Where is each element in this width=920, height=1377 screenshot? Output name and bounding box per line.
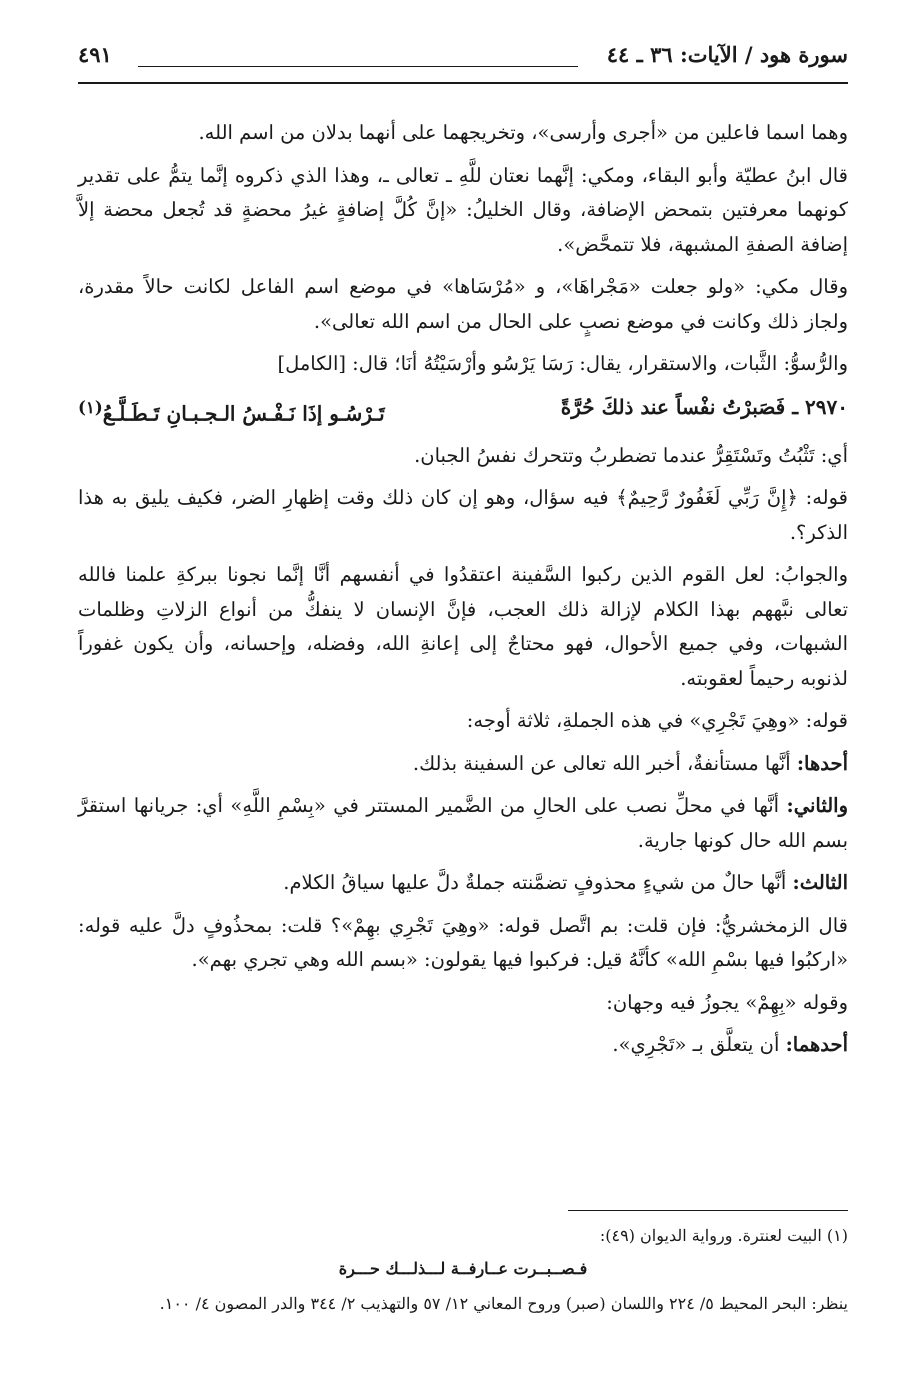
page-number: ٤٩١ <box>78 42 112 67</box>
main-text <box>78 116 848 1071</box>
page-header <box>78 40 848 84</box>
paragraph: قوله: ﴿إِنَّ رَبِّي لَغَفُورٌ رَّحِيمٌ﴾ فيه سؤال، وهو إن كان ذلك وقت إظهارِ الضر، فكيف يليق به هذا الذكر؟. <box>78 486 848 544</box>
paragraph-label: الثالث: <box>792 871 848 895</box>
paragraph: أي: تَثْبُتُ وتَسْتَقِرُّ عندما تضطربُ وتتحرك نفسُ الجبان. <box>414 443 848 467</box>
footnote-verse: فـصــبــرت عــارفــة لـــذلـــك حـــرة <box>338 1259 588 1278</box>
paragraph: وهما اسما فاعلين من «أجرى وأرسى»، وتخريجهما على أنهما بدلان من اسم الله. <box>198 121 848 144</box>
header-rule-short <box>138 66 578 67</box>
paragraph: والرُّسوُّ: الثَّبات، والاستقرار، يقال: رَسَا يَرْسُو وأرْسَيْتُهُ أنَا؛ قال: [الكامل] <box>277 352 848 375</box>
running-title: سورة هود / الآيات: ٣٦ ـ ٤٤ <box>606 42 848 67</box>
poetry-verse <box>78 390 848 431</box>
header-rule <box>78 82 848 84</box>
paragraph: قال ابنُ عطيّة وأبو البقاء، ومكي: إنَّهما نعتان للَّهِ ـ تعالى ـ، وهذا الذي ذكروه إنَّما يتمُّ على تقدير كونهما معرفتين بتمحض الإضافة، وقال الخليلُ: «إنَّ كُلَّ إضافةٍ غيرُ محضةٍ قد تُجعل محضة إلاَّ إضافة الصفةِ المشبهة، فلا تتمحَّض». <box>78 163 848 256</box>
labeled-paragraph <box>78 747 848 782</box>
paragraph: قوله: «وهِيَ تَجْرِي» في هذه الجملةِ، ثلاثة أوجه: <box>466 709 848 733</box>
paragraph-text: أن يتعلَّق بـ «تَجْرِي». <box>612 1033 786 1057</box>
paragraph: قال الزمخشريُّ: فإن قلت: بم اتَّصل قوله: «وهِيَ تَجْرِي بهِمْ»؟ قلت: بمحذُوفٍ دلَّ عليه قوله: «اركبُوا فيها بسْمِ الله» كأنَّهُ قيل: فركبوا فيها يقولون: «بسم الله وهي تجري بهم». <box>78 913 848 972</box>
footnote: (١) البيت لعنترة. ورواية الديوان (٤٩): <box>599 1226 848 1245</box>
labeled-paragraph <box>78 1028 848 1063</box>
footnotes <box>78 1222 848 1321</box>
page <box>78 40 848 1360</box>
verse-number: ٢٩٧٠ <box>805 394 848 419</box>
paragraph-text: أنَّها حالٌ من شيءٍ محذوفٍ تضمَّنته جملةٌ دلَّ عليها سياقُ الكلام. <box>283 871 793 895</box>
paragraph-label: والثاني: <box>786 794 848 818</box>
paragraph: وقوله «بِهِمْ» يجوزُ فيه وجهان: <box>606 990 848 1014</box>
paragraph-text: أنَّها مستأنفةٌ، أخبر الله تعالى عن السفينة بذلك. <box>412 751 797 775</box>
verse-second-half <box>78 390 385 431</box>
paragraph-label: أحدها: <box>796 751 848 775</box>
paragraph: وقال مكي: «ولو جعلت «مَجْراهَا»، و «مُرْسَاها» في موضع اسم الفاعل لكانت حالاً مقدرة، ولجاز ذلك وكانت في موضع نصبٍ على الحال من اسم الله تعالى». <box>78 275 848 333</box>
footnote-separator <box>568 1210 848 1211</box>
footnote-ref: (١) <box>78 396 103 417</box>
verse-first-half <box>561 390 848 431</box>
labeled-paragraph <box>78 789 848 858</box>
paragraph-text: أنَّها في محلِّ نصب على الحالِ من الضَّمير المستتر في «بِسْمِ اللَّهِ» أي: جريانها استقرَّ بسم الله حال كونها جارية. <box>78 794 848 852</box>
verse-first-hemistich: ـ فَصَبرْتُ نفْساً عند ذلكَ حُرَّةً <box>560 394 799 419</box>
paragraph-label: أحدهما: <box>785 1033 848 1057</box>
verse-second-hemistich: تَـرْسُـو إذَا نَـفْـسُ الـجـبـانِ تَـطَـلَّـعُ <box>102 401 385 426</box>
footnote-references: ينظر: البحر المحيط ٥/ ٢٢٤ واللسان (صبر) وروح المعاني ١٢/ ٥٧ والتهذيب ٢/ ٣٤٤ والدر المصون ٤/ ١٠٠. <box>159 1294 848 1313</box>
paragraph: والجوابُ: لعل القوم الذين ركبوا السَّفينة اعتقدُوا في أنفسهم أنَّا إنَّما نجونا ببركةِ علمنا فالله تعالى نبَّههم بهذا الكلام لإزالة ذلك العجب، فإنَّ الإنسان لا ينفكُّ من أنواع الزلاتِ وظلمات الشبهات، وفي جميع الأحوال، فهو محتاجٌ إلى إعانةِ الله، وفضله، وإحسانه، وأن يكون غفوراً لذنوبه رحيماً لعقوبته. <box>78 563 849 690</box>
labeled-paragraph <box>78 866 848 901</box>
